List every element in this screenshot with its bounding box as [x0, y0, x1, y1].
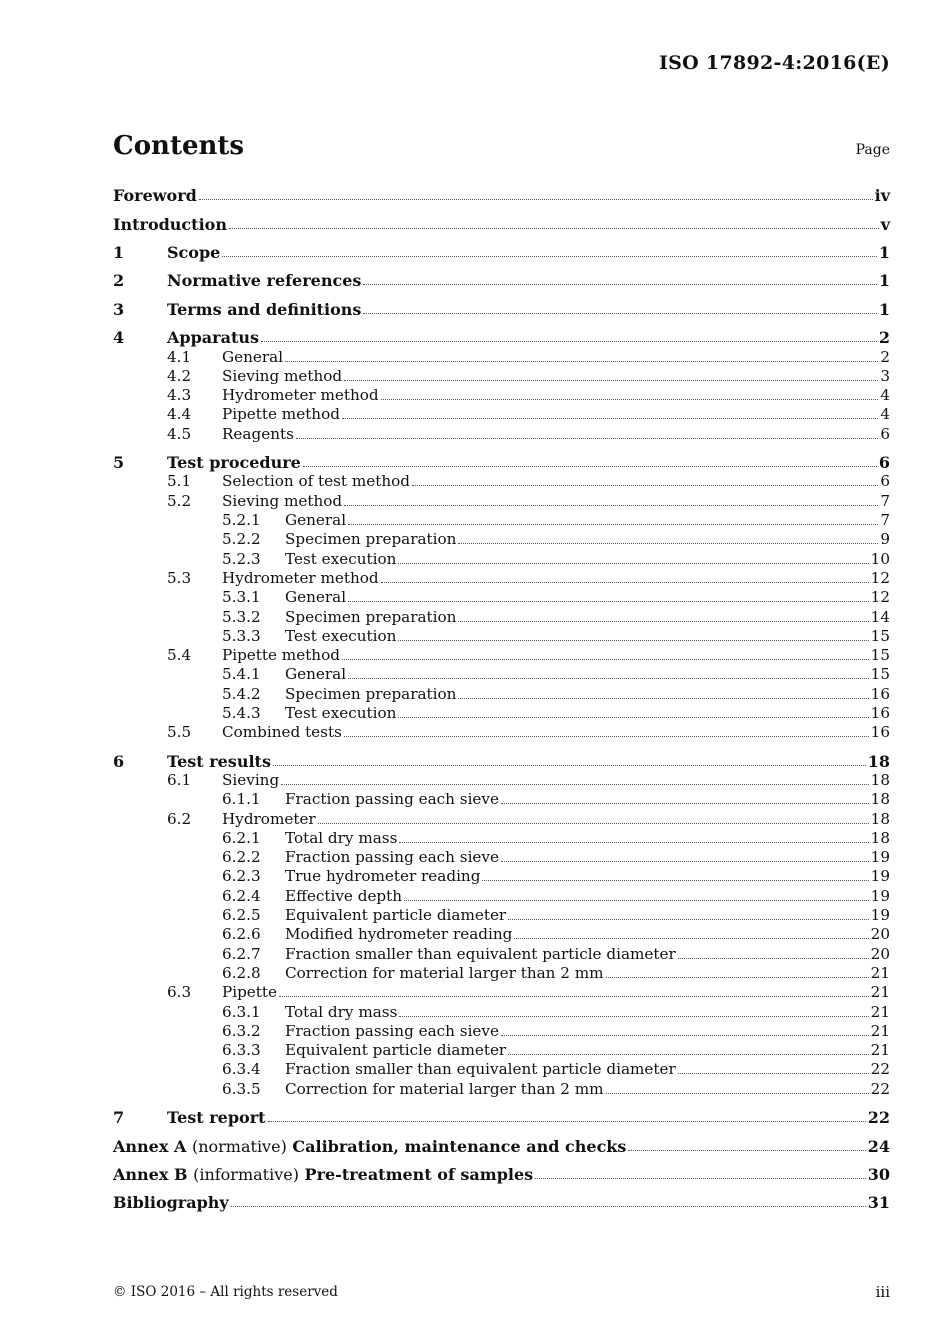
toc-entry-page: 12	[870, 588, 890, 607]
toc-entry-title	[222, 405, 340, 424]
dot-leader	[399, 1016, 868, 1017]
toc-entry-title	[285, 530, 456, 549]
toc-entry-number: 6.2.7	[222, 944, 261, 963]
toc-entry-title-text: True hydrometer reading	[285, 867, 481, 886]
toc-entry-number: 6.3.4	[222, 1060, 261, 1079]
contents-title: Contents	[113, 131, 245, 161]
toc-entry-number: 6.2	[167, 809, 192, 828]
toc-entry[interactable]	[113, 886, 890, 905]
document-id: ISO 17892-4:2016(E)	[658, 52, 890, 74]
toc-entry-title-text: Sieving	[222, 770, 280, 789]
toc-entry[interactable]	[113, 1041, 890, 1060]
toc-entry-number: 6.3.1	[222, 1002, 261, 1021]
toc-entry-title-text: General	[222, 347, 284, 366]
toc-entry[interactable]	[113, 271, 890, 290]
toc-entry-number: 6.1.1	[222, 790, 261, 809]
toc-entry[interactable]	[113, 771, 890, 790]
toc-entry-title-text: Specimen preparation	[285, 530, 457, 549]
toc-entry[interactable]	[113, 1193, 890, 1212]
dot-leader	[281, 784, 868, 785]
toc-entry-title	[285, 964, 604, 983]
toc-entry-title-text: Fraction smaller than equivalent particle diameter	[285, 1060, 676, 1079]
toc-entry-number: 6	[113, 751, 125, 771]
toc-entry-number: 4.3	[167, 386, 192, 405]
toc-entry-title	[167, 453, 301, 472]
toc-entry[interactable]	[113, 367, 890, 386]
dot-leader	[344, 736, 869, 737]
toc-entry-title-text: Pipette method	[222, 646, 340, 665]
toc-entry-number: 5.2.1	[222, 511, 261, 530]
toc-entry-page: 18	[870, 770, 890, 789]
toc-entry-number: 6.2.2	[222, 848, 261, 867]
toc-entry-number: 5.5	[167, 723, 192, 742]
toc-entry-number: 7	[113, 1108, 125, 1128]
toc-entry[interactable]	[113, 347, 890, 366]
toc-entry[interactable]	[113, 1136, 890, 1155]
toc-entry-number: 5.3.2	[222, 607, 261, 626]
toc-entry-title	[167, 300, 361, 319]
toc-annex-type: (informative)	[193, 1164, 299, 1184]
toc-entry-number: 5.3	[167, 568, 192, 587]
toc-entry-number: 5.2.3	[222, 549, 261, 568]
toc-entry-number: 6.2.4	[222, 886, 261, 905]
dot-leader	[398, 640, 868, 641]
toc-entry[interactable]	[113, 549, 890, 568]
toc-entry[interactable]	[113, 453, 890, 472]
dot-leader	[678, 958, 869, 959]
toc-entry-title-text: Test execution	[285, 549, 397, 568]
dot-leader	[363, 284, 876, 285]
toc-entry-number: 5.3.3	[222, 626, 261, 645]
toc-entry-page: 2	[878, 328, 890, 348]
dot-leader	[535, 1178, 866, 1179]
dot-leader	[348, 524, 878, 525]
toc-entry-title-text: Foreword	[113, 186, 197, 206]
toc-entry-title	[285, 588, 346, 607]
toc-entry-title	[222, 723, 342, 742]
toc-entry[interactable]	[113, 983, 890, 1002]
toc-entry-title	[285, 1060, 676, 1079]
toc-entry-title-text: Modified hydrometer reading	[285, 925, 513, 944]
toc-entry-title-text: Equivalent particle diameter	[285, 1041, 507, 1060]
toc-entry-page: 19	[870, 848, 890, 867]
copyright-notice: © ISO 2016 – All rights reserved	[113, 1284, 338, 1300]
toc-entry-title-text: Annex A	[113, 1136, 187, 1156]
toc-entry[interactable]	[113, 491, 890, 510]
toc-entry-title-text: Test execution	[285, 626, 397, 645]
toc-entry-title	[285, 665, 346, 684]
toc-entry-title	[285, 550, 396, 569]
toc-entry-title-text: Pipette	[222, 983, 277, 1002]
toc-entry-title-text: Test report	[167, 1108, 266, 1128]
toc-entry-page: 24	[867, 1136, 890, 1156]
toc-entry-page: 20	[870, 925, 890, 944]
toc-entry-title	[222, 367, 342, 386]
dot-leader	[482, 880, 868, 881]
toc-annex-title: Pre-treatment of samples	[304, 1164, 534, 1184]
toc-annex-type: (normative)	[191, 1136, 287, 1156]
toc-entry[interactable]	[113, 588, 890, 607]
dot-leader	[222, 256, 877, 257]
toc-entry[interactable]	[113, 665, 890, 684]
toc-entry-page: 16	[870, 684, 890, 703]
dot-leader	[458, 621, 868, 622]
toc-entry-title	[113, 1165, 533, 1184]
toc-entry-title	[285, 608, 456, 627]
toc-entry-title-text: Bibliography	[113, 1193, 229, 1213]
toc-entry[interactable]	[113, 1108, 890, 1127]
toc-entry-title	[167, 752, 271, 771]
toc-entry-title-text: Test results	[167, 751, 271, 771]
dot-leader	[296, 438, 878, 439]
toc-entry-page: 21	[870, 1041, 890, 1060]
toc-entry-number: 6.2.1	[222, 828, 261, 847]
toc-entry-number: 6.2.3	[222, 867, 261, 886]
toc-entry-page: iv	[874, 186, 890, 206]
toc-entry[interactable]	[113, 704, 890, 723]
dot-leader	[678, 1073, 869, 1074]
toc-entry-title-text: Sieving method	[222, 491, 343, 510]
dot-leader	[342, 418, 878, 419]
dot-leader	[273, 765, 866, 766]
toc-entry-number: 2	[113, 271, 125, 291]
toc-entry-title-text: Hydrometer method	[222, 568, 379, 587]
toc-entry-title	[285, 848, 499, 867]
dot-leader	[363, 313, 876, 314]
toc-entry-title	[222, 348, 283, 367]
toc-entry[interactable]	[113, 472, 890, 491]
toc-entry-page: 19	[870, 886, 890, 905]
dot-leader	[268, 1121, 866, 1122]
dot-leader	[514, 938, 868, 939]
toc-entry-title-text: Equivalent particle diameter	[285, 906, 507, 925]
toc-entry-number: 3	[113, 299, 125, 319]
toc-entry-page: 12	[870, 568, 890, 587]
toc-entry-page: 7	[880, 491, 890, 510]
toc-entry-title	[167, 243, 220, 262]
toc-entry-page: 31	[867, 1193, 890, 1213]
toc-entry-page: 4	[880, 405, 890, 424]
toc-entry-page: 15	[870, 646, 890, 665]
toc-entry[interactable]	[113, 627, 890, 646]
dot-leader	[501, 1035, 869, 1036]
toc-entry-title-text: Scope	[167, 243, 221, 263]
dot-leader	[303, 466, 877, 467]
toc-entry[interactable]	[113, 944, 890, 963]
toc-entry[interactable]	[113, 751, 890, 770]
toc-entry-page: 18	[870, 809, 890, 828]
toc-entry-number: 5.2	[167, 491, 192, 510]
toc-entry[interactable]	[113, 1022, 890, 1041]
toc-entry[interactable]	[113, 1060, 890, 1079]
toc-entry-title	[285, 887, 402, 906]
toc-entry-page: 6	[880, 424, 890, 443]
toc-entry-title	[285, 945, 676, 964]
toc-entry[interactable]	[113, 300, 890, 319]
dot-leader	[199, 199, 873, 200]
toc-entry-title-text: Pipette method	[222, 405, 340, 424]
dot-leader	[458, 698, 868, 699]
dot-leader	[508, 919, 868, 920]
toc-entry-number: 5.3.1	[222, 588, 261, 607]
toc-entry[interactable]	[113, 1002, 890, 1021]
toc-entry-page: 9	[880, 530, 890, 549]
toc-entry[interactable]	[113, 723, 890, 742]
toc-entry-title	[285, 925, 512, 944]
toc-entry-title	[285, 867, 480, 886]
toc-entry-page: 2	[880, 347, 890, 366]
dot-leader	[398, 563, 868, 564]
toc-entry-title-text: Reagents	[222, 424, 294, 443]
toc-entry-title-text: General	[285, 665, 347, 684]
toc-entry-title	[285, 685, 456, 704]
toc-entry-page: 15	[870, 626, 890, 645]
dot-leader	[628, 1150, 865, 1151]
dot-leader	[404, 900, 869, 901]
toc-entry[interactable]	[113, 186, 890, 205]
toc-entry-title-text: Normative references	[167, 271, 362, 291]
dot-leader	[279, 996, 869, 997]
toc-entry-title-text: Sieving method	[222, 366, 343, 385]
toc-entry-title	[222, 810, 316, 829]
toc-entry[interactable]	[113, 243, 890, 262]
toc-entry[interactable]	[113, 925, 890, 944]
toc-entry[interactable]	[113, 790, 890, 809]
toc-entry[interactable]	[113, 906, 890, 925]
toc-entry-title-text: General	[285, 588, 347, 607]
toc-entry-title	[285, 829, 397, 848]
toc-entry-title-text: Correction for material larger than 2 mm	[285, 1079, 604, 1098]
toc-entry-title	[167, 271, 361, 290]
toc-entry-page: 19	[870, 867, 890, 886]
toc-entry-title-text: Hydrometer method	[222, 386, 379, 405]
toc-entry-page: 7	[880, 511, 890, 530]
toc-entry[interactable]	[113, 848, 890, 867]
toc-entry-number: 5.4	[167, 646, 192, 665]
toc-entry-title-text: Effective depth	[285, 886, 403, 905]
toc-entry-number: 6.3	[167, 983, 192, 1002]
toc-entry[interactable]	[113, 214, 890, 233]
dot-leader	[399, 842, 868, 843]
toc-entry-page: 22	[867, 1108, 890, 1128]
toc-entry[interactable]	[113, 964, 890, 983]
dot-leader	[344, 505, 878, 506]
toc-entry-title	[222, 472, 410, 491]
toc-entry-page: 22	[870, 1060, 890, 1079]
toc-entry-page: 20	[870, 944, 890, 963]
toc-entry[interactable]	[113, 328, 890, 347]
toc-entry-title-text: Hydrometer	[222, 809, 316, 828]
toc-entry-title-text: Fraction passing each sieve	[285, 848, 499, 867]
dot-leader	[229, 228, 879, 229]
dot-leader	[606, 977, 869, 978]
toc-entry-title	[222, 386, 379, 405]
toc-entry-page: 16	[870, 723, 890, 742]
toc-entry-title	[222, 569, 379, 588]
toc-entry-title	[285, 627, 396, 646]
toc-entry-page: 4	[880, 386, 890, 405]
toc-entry-title	[113, 215, 227, 234]
toc-entry-page: 30	[867, 1164, 890, 1184]
dot-leader	[318, 823, 869, 824]
toc-entry[interactable]	[113, 1165, 890, 1184]
toc-annex-title: Calibration, maintenance and checks	[292, 1136, 627, 1156]
toc-entry-title-text: Specimen preparation	[285, 684, 457, 703]
dot-leader	[501, 861, 869, 862]
toc-entry-title-text: General	[285, 511, 347, 530]
toc-entry-title	[167, 328, 259, 347]
toc-entry-page: 18	[870, 828, 890, 847]
dot-leader	[344, 380, 878, 381]
toc-entry-title	[285, 1022, 499, 1041]
toc-entry-page: 21	[870, 1002, 890, 1021]
toc-entry-number: 4.2	[167, 366, 192, 385]
toc-entry-page: 21	[870, 1021, 890, 1040]
toc-entry-title-text: Fraction passing each sieve	[285, 1021, 499, 1040]
toc-entry-number: 4.5	[167, 424, 192, 443]
toc-entry[interactable]	[113, 386, 890, 405]
toc-entry-title-text: Annex B	[113, 1164, 188, 1184]
dot-leader	[381, 582, 869, 583]
toc-entry[interactable]	[113, 1079, 890, 1098]
toc-entry-number: 6.3.5	[222, 1079, 261, 1098]
toc-entry-page: 6	[880, 472, 890, 491]
dot-leader	[398, 717, 868, 718]
toc-entry[interactable]	[113, 405, 890, 424]
toc-entry-page: 16	[870, 703, 890, 722]
dot-leader	[261, 341, 877, 342]
toc-entry-title	[167, 1108, 266, 1127]
toc-entry-title	[222, 983, 277, 1002]
toc-entry-title-text: Selection of test method	[222, 472, 411, 491]
toc-entry-page: 14	[870, 607, 890, 626]
dot-leader	[501, 803, 869, 804]
toc-entry[interactable]	[113, 829, 890, 848]
dot-leader	[458, 543, 878, 544]
toc-entry-page: 15	[870, 665, 890, 684]
dot-leader	[508, 1054, 868, 1055]
toc-entry-title	[285, 704, 396, 723]
toc-entry-page: 3	[880, 366, 890, 385]
toc-entry[interactable]	[113, 530, 890, 549]
toc-entry-number: 6.2.5	[222, 906, 261, 925]
toc-entry-title-text: Correction for material larger than 2 mm	[285, 963, 604, 982]
toc-entry-title-text: Total dry mass	[285, 1002, 398, 1021]
toc-entry-number: 5.4.1	[222, 665, 261, 684]
toc-entry[interactable]	[113, 684, 890, 703]
toc-entry-title-text: Combined tests	[222, 723, 342, 742]
toc-entry-title	[222, 492, 342, 511]
toc-entry-number: 1	[113, 243, 125, 263]
toc-entry[interactable]	[113, 867, 890, 886]
toc-entry-number: 6.2.6	[222, 925, 261, 944]
toc-entry-page: 1	[878, 299, 890, 319]
toc-entry[interactable]	[113, 511, 890, 530]
dot-leader	[342, 659, 869, 660]
toc-entry-title	[285, 1041, 506, 1060]
toc-entry-page: 21	[870, 963, 890, 982]
toc-entry-number: 4	[113, 328, 125, 348]
toc-entry[interactable]	[113, 646, 890, 665]
toc-entry-page: 6	[878, 453, 890, 473]
toc-entry-page: 1	[878, 243, 890, 263]
toc-entry-title	[285, 790, 499, 809]
toc-entry-title	[113, 1137, 626, 1156]
toc-entry-title-text: Specimen preparation	[285, 607, 457, 626]
dot-leader	[231, 1206, 866, 1207]
toc-entry-title-text: Introduction	[113, 214, 227, 234]
toc-entry[interactable]	[113, 424, 890, 443]
toc-entry-number: 5.4.3	[222, 703, 261, 722]
dot-leader	[348, 601, 869, 602]
toc-entry[interactable]	[113, 607, 890, 626]
toc-entry-number: 5	[113, 453, 125, 473]
dot-leader	[348, 678, 869, 679]
page-number: iii	[875, 1283, 890, 1301]
toc-entry[interactable]	[113, 809, 890, 828]
toc-entry-title	[285, 906, 506, 925]
toc-entry-title	[113, 1193, 229, 1212]
toc-entry-title	[285, 1080, 604, 1099]
toc-entry-number: 4.4	[167, 405, 192, 424]
dot-leader	[412, 485, 878, 486]
toc-entry-title	[222, 771, 279, 790]
dot-leader	[381, 399, 879, 400]
toc-entry-title-text: Fraction passing each sieve	[285, 790, 499, 809]
toc-entry-title-text: Test procedure	[167, 453, 301, 473]
dot-leader	[606, 1093, 869, 1094]
dot-leader	[285, 361, 878, 362]
page-column-label: Page	[855, 142, 890, 158]
toc-entry-title	[113, 186, 197, 205]
toc-entry-title	[285, 1003, 397, 1022]
toc-entry-page: 18	[870, 790, 890, 809]
toc-entry-number: 4.1	[167, 347, 192, 366]
toc-entry-number: 5.2.2	[222, 530, 261, 549]
toc-entry-page: 21	[870, 983, 890, 1002]
toc-entry-number: 6.1	[167, 770, 192, 789]
toc-entry-number: 6.2.8	[222, 963, 261, 982]
toc-entry-title	[222, 646, 340, 665]
toc-entry-title-text: Total dry mass	[285, 828, 398, 847]
toc-entry-page: 10	[870, 549, 890, 568]
toc-entry[interactable]	[113, 569, 890, 588]
toc-entry-number: 6.3.3	[222, 1041, 261, 1060]
toc-entry-page: 1	[878, 271, 890, 291]
toc-entry-page: 19	[870, 906, 890, 925]
toc-entry-page: v	[880, 214, 890, 234]
toc-entry-title-text: Test execution	[285, 703, 397, 722]
toc-entry-number: 6.3.2	[222, 1021, 261, 1040]
table-of-contents	[113, 186, 890, 1212]
toc-entry-title-text: Terms and definitions	[167, 299, 362, 319]
toc-entry-number: 5.1	[167, 472, 192, 491]
toc-entry-page: 22	[870, 1079, 890, 1098]
toc-entry-title-text: Fraction smaller than equivalent particle diameter	[285, 944, 676, 963]
toc-entry-title	[285, 511, 346, 530]
toc-entry-title	[222, 425, 294, 444]
toc-entry-title-text: Apparatus	[167, 328, 259, 348]
toc-entry-number: 5.4.2	[222, 684, 261, 703]
toc-entry-page: 18	[867, 751, 890, 771]
